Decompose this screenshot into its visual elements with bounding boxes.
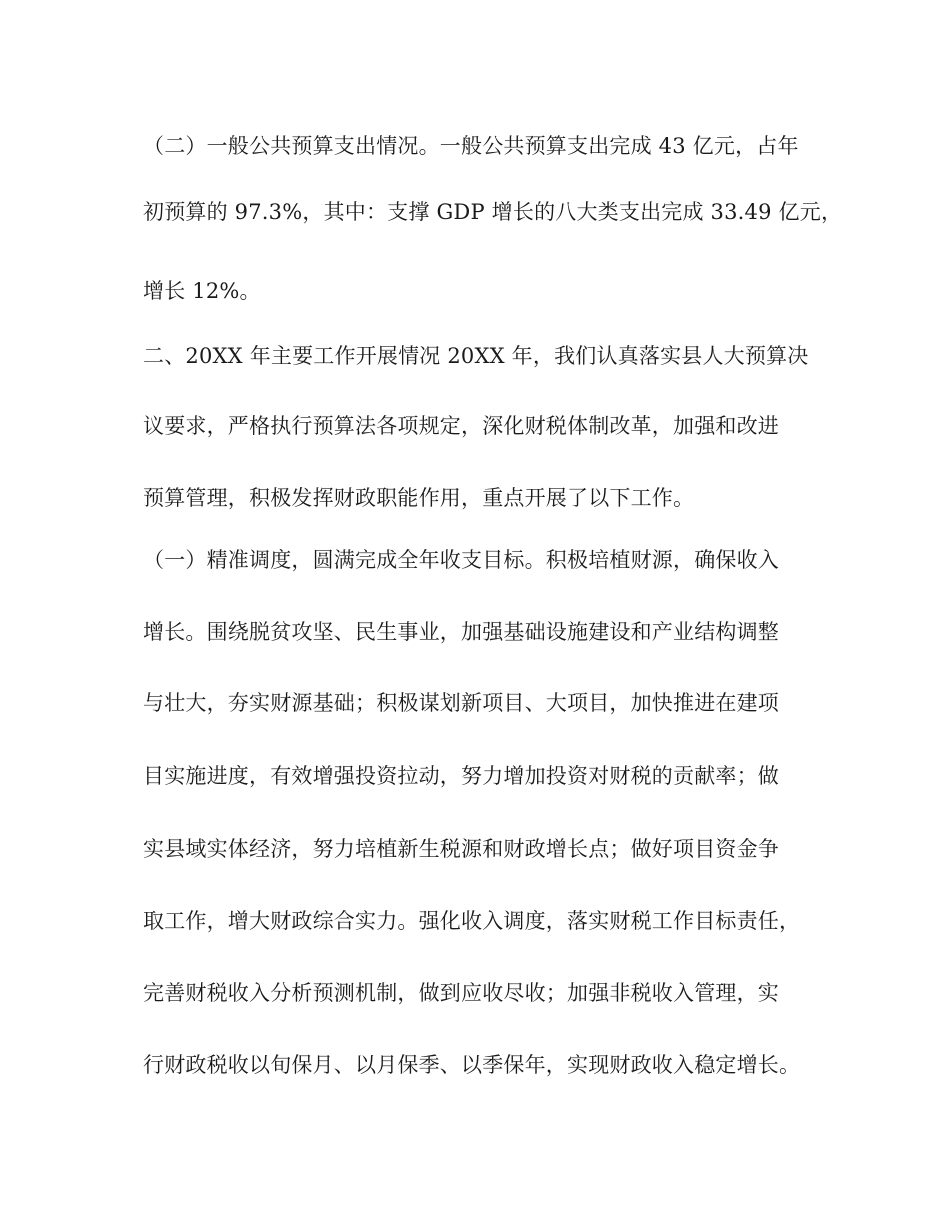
text-line: （一）精准调度，圆满完成全年收支目标。积极培植财源，确保收入 — [143, 548, 779, 572]
text-line: 增长 12%。 — [143, 279, 261, 303]
text-line: （二）一般公共预算支出情况。一般公共预算支出完成 43 亿元，占年 — [143, 134, 799, 158]
text-line: 实县域实体经济，努力培植新生税源和财政增长点；做好项目资金争 — [143, 837, 779, 861]
text-line: 增长。围绕脱贫攻坚、民生事业，加强基础设施建设和产业结构调整 — [143, 620, 779, 644]
text-line: 议要求，严格执行预算法各项规定，深化财税体制改革，加强和改进 — [143, 414, 779, 438]
text-line: 二、20XX 年主要工作开展情况 20XX 年，我们认真落实县人大预算决 — [143, 344, 809, 368]
text-line: 与壮大，夯实财源基础；积极谋划新项目、大项目，加快推进在建项 — [143, 691, 779, 715]
text-line: 预算管理，积极发挥财政职能作用，重点开展了以下工作。 — [143, 486, 695, 510]
text-line: 目实施进度，有效增强投资拉动，努力增加投资对财税的贡献率；做 — [143, 764, 779, 788]
text-line: 初预算的 97.3%，其中：支撑 GDP 增长的八大类支出完成 33.49 亿元， — [143, 200, 843, 224]
text-line: 取工作，增大财政综合实力。强化收入调度，落实财税工作目标责任， — [143, 909, 801, 933]
text-line: 完善财税收入分析预测机制，做到应收尽收；加强非税收入管理，实 — [143, 981, 779, 1005]
text-line: 行财政税收以旬保月、以月保季、以季保年，实现财政收入稳定增长。 — [143, 1053, 801, 1077]
